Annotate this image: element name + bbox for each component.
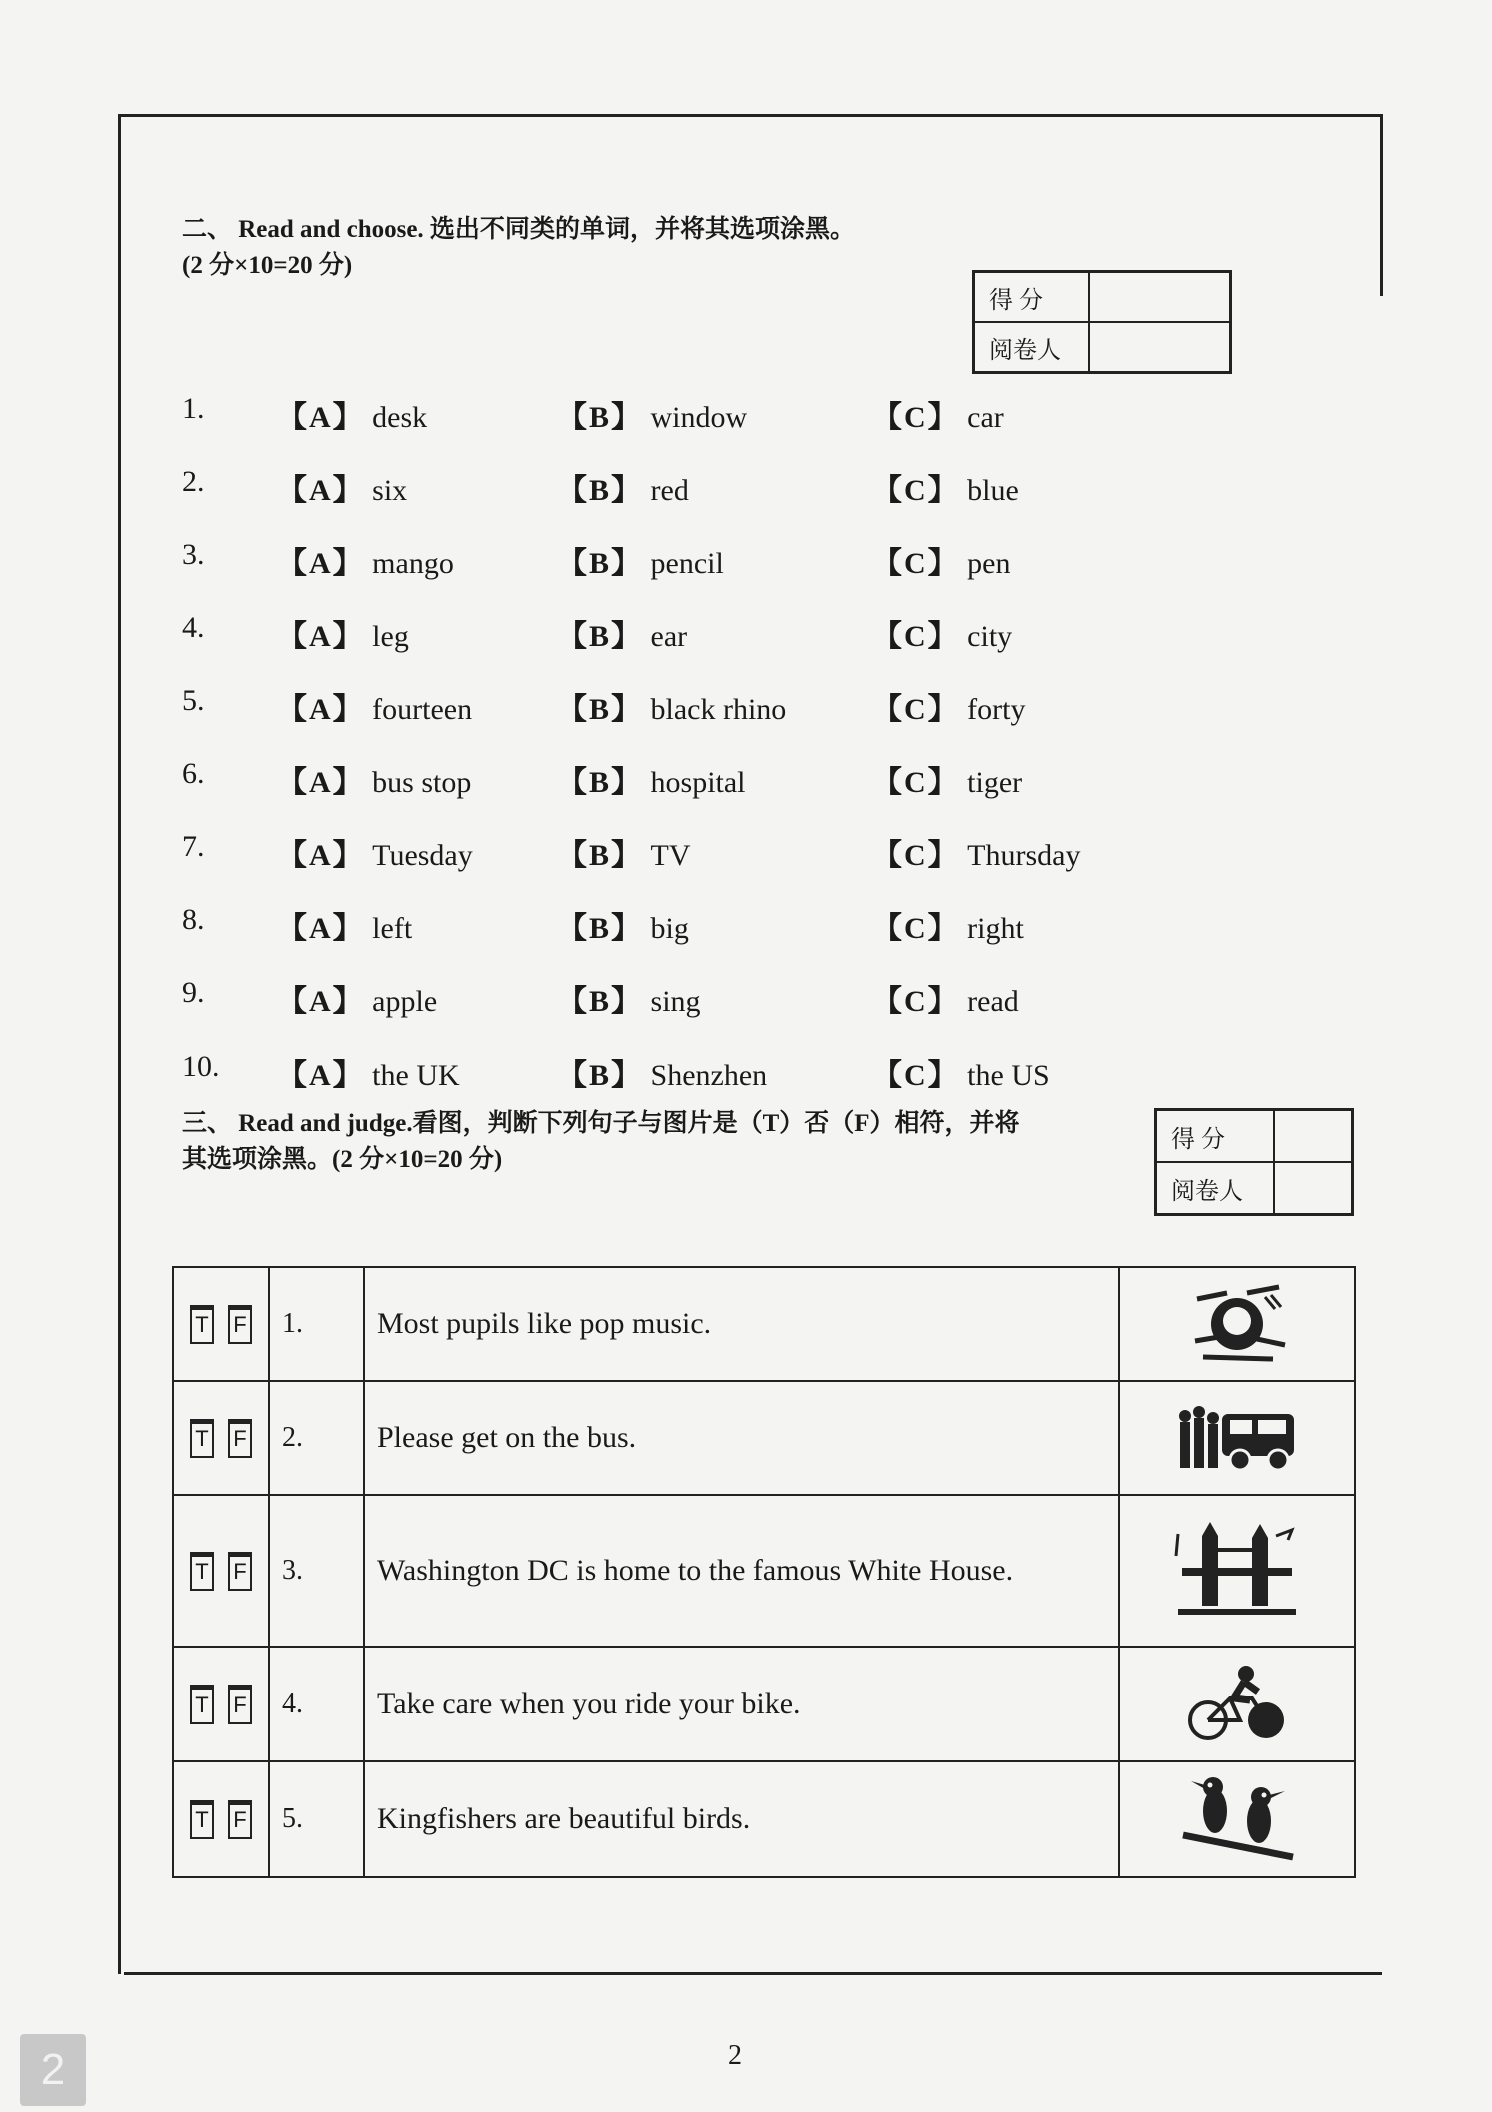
question-row-3 xyxy=(182,538,1082,588)
option-text: blue xyxy=(967,474,1019,507)
option-tag: 【B】 xyxy=(557,985,644,1018)
option-text: pencil xyxy=(650,547,724,580)
option-c[interactable] xyxy=(872,611,1012,655)
option-tag: 【B】 xyxy=(557,693,644,726)
option-b[interactable] xyxy=(557,903,689,947)
option-text: Tuesday xyxy=(372,839,473,872)
option-tag: 【C】 xyxy=(872,839,960,872)
option-b[interactable] xyxy=(557,757,746,801)
item-sentence: Kingfishers are beautiful birds. xyxy=(364,1761,1119,1877)
option-c[interactable] xyxy=(872,465,1019,509)
section-2-title xyxy=(182,212,1082,284)
score-label: 得 分 xyxy=(1156,1110,1274,1162)
option-a[interactable] xyxy=(277,903,412,947)
score-value-field xyxy=(1089,272,1230,322)
option-text: tiger xyxy=(967,766,1023,799)
option-text: left xyxy=(372,912,413,945)
option-text: the UK xyxy=(372,1059,460,1092)
option-c[interactable] xyxy=(872,830,1080,874)
option-text: right xyxy=(967,912,1024,945)
question-number: 9. xyxy=(182,976,205,1009)
option-text: pen xyxy=(967,547,1011,580)
option-text: TV xyxy=(650,839,691,872)
option-text: hospital xyxy=(650,766,746,799)
question-row-7 xyxy=(182,830,1082,880)
option-tag: 【A】 xyxy=(277,474,365,507)
item-picture xyxy=(1119,1495,1355,1647)
option-text: forty xyxy=(967,693,1026,726)
option-a[interactable] xyxy=(277,976,437,1020)
question-number: 8. xyxy=(182,903,205,936)
judge-table xyxy=(172,1266,1356,1878)
grader-value-field xyxy=(1089,322,1230,372)
option-b[interactable] xyxy=(557,392,747,436)
table-row xyxy=(173,1647,1355,1761)
option-b[interactable] xyxy=(557,611,687,655)
true-option[interactable]: T xyxy=(190,1419,214,1458)
option-text: read xyxy=(967,985,1019,1018)
option-text: red xyxy=(650,474,689,507)
option-tag: 【A】 xyxy=(277,1059,365,1092)
question-number: 4. xyxy=(182,611,205,644)
tf-choice xyxy=(173,1647,269,1761)
option-b[interactable] xyxy=(557,1050,767,1094)
option-b[interactable] xyxy=(557,538,724,582)
item-picture xyxy=(1119,1647,1355,1761)
score-value-field xyxy=(1274,1110,1352,1162)
question-number: 2. xyxy=(182,465,205,498)
option-tag: 【B】 xyxy=(557,401,644,434)
option-tag: 【B】 xyxy=(557,620,644,653)
page-frame-top xyxy=(118,114,1382,117)
option-text: six xyxy=(372,474,408,507)
option-text: window xyxy=(650,401,748,434)
question-row-8 xyxy=(182,903,1082,953)
question-row-5 xyxy=(182,684,1082,734)
option-c[interactable] xyxy=(872,538,1011,582)
false-option[interactable]: F xyxy=(228,1552,252,1591)
item-sentence: Take care when you ride your bike. xyxy=(364,1647,1119,1761)
grader-label: 阅卷人 xyxy=(1156,1162,1274,1214)
tf-choice xyxy=(173,1381,269,1495)
question-row-1 xyxy=(182,392,1082,442)
item-number: 1. xyxy=(269,1267,364,1381)
item-picture xyxy=(1119,1381,1355,1495)
option-tag: 【A】 xyxy=(277,693,365,726)
option-a[interactable] xyxy=(277,392,427,436)
question-number: 3. xyxy=(182,538,205,571)
question-number: 7. xyxy=(182,830,205,863)
option-tag: 【C】 xyxy=(872,693,960,726)
option-tag: 【A】 xyxy=(277,912,365,945)
option-b[interactable] xyxy=(557,976,701,1020)
option-tag: 【B】 xyxy=(557,839,644,872)
true-option[interactable]: T xyxy=(190,1800,214,1839)
question-row-6 xyxy=(182,757,1082,807)
table-row xyxy=(173,1267,1355,1381)
option-b[interactable] xyxy=(557,684,786,728)
page-frame-bottom xyxy=(124,1972,1382,1975)
option-c[interactable] xyxy=(872,757,1022,801)
item-picture xyxy=(1119,1267,1355,1381)
option-a[interactable] xyxy=(277,465,407,509)
option-a[interactable] xyxy=(277,1050,460,1094)
item-number: 3. xyxy=(269,1495,364,1647)
option-a[interactable] xyxy=(277,538,454,582)
option-tag: 【A】 xyxy=(277,620,365,653)
option-tag: 【B】 xyxy=(557,547,644,580)
option-tag: 【B】 xyxy=(557,766,644,799)
tf-choice xyxy=(173,1761,269,1877)
table-row xyxy=(173,1495,1355,1647)
score-box-section-2 xyxy=(972,270,1232,374)
option-text: black rhino xyxy=(650,693,787,726)
option-tag: 【C】 xyxy=(872,766,960,799)
score-box-section-3 xyxy=(1154,1108,1354,1216)
item-sentence: Washington DC is home to the famous White House. xyxy=(364,1495,1119,1647)
grader-value-field xyxy=(1274,1162,1352,1214)
option-tag: 【B】 xyxy=(557,474,644,507)
section-3-heading: 三、 Read and judge.看图，判断下列句子与图片是（T）否（F）相符，并将 xyxy=(182,1110,1020,1137)
option-tag: 【A】 xyxy=(277,401,365,434)
tower-bridge-icon xyxy=(1172,1516,1302,1626)
option-text: sing xyxy=(650,985,701,1018)
section-2-heading: 二、 Read and choose. 选出不同类的单词，并将其选项涂黑。 xyxy=(182,216,855,243)
item-number: 2. xyxy=(269,1381,364,1495)
option-text: the US xyxy=(967,1059,1050,1092)
option-c[interactable] xyxy=(872,976,1019,1020)
option-text: city xyxy=(967,620,1013,653)
score-label: 得 分 xyxy=(974,272,1089,322)
option-tag: 【C】 xyxy=(872,912,960,945)
cyclist-icon xyxy=(1182,1664,1292,1744)
option-a[interactable] xyxy=(277,684,472,728)
bus-icon xyxy=(1172,1398,1302,1478)
page-number: 2 xyxy=(728,2040,742,2071)
item-number: 4. xyxy=(269,1647,364,1761)
option-b[interactable] xyxy=(557,465,689,509)
option-text: Shenzhen xyxy=(650,1059,768,1092)
tf-choice xyxy=(173,1267,269,1381)
option-b[interactable] xyxy=(557,830,691,874)
section-3-instructions: 其选项涂黑。(2 分×10=20 分) xyxy=(182,1146,503,1173)
option-text: fourteen xyxy=(372,693,473,726)
option-tag: 【A】 xyxy=(277,766,365,799)
question-number: 6. xyxy=(182,757,205,790)
grader-label: 阅卷人 xyxy=(974,322,1089,372)
option-tag: 【C】 xyxy=(872,474,960,507)
table-row xyxy=(173,1381,1355,1495)
option-text: bus stop xyxy=(372,766,472,799)
option-text: car xyxy=(967,401,1004,434)
question-row-10 xyxy=(182,1050,1082,1100)
option-tag: 【C】 xyxy=(872,620,960,653)
option-c[interactable] xyxy=(872,392,1004,436)
true-option[interactable]: T xyxy=(190,1552,214,1591)
question-number: 5. xyxy=(182,684,205,717)
option-tag: 【C】 xyxy=(872,1059,960,1092)
option-tag: 【C】 xyxy=(872,985,960,1018)
item-number: 5. xyxy=(269,1761,364,1877)
option-text: big xyxy=(650,912,689,945)
option-tag: 【A】 xyxy=(277,839,365,872)
item-picture xyxy=(1119,1761,1355,1877)
false-option[interactable]: F xyxy=(228,1685,252,1724)
option-c[interactable] xyxy=(872,903,1024,947)
false-option[interactable]: F xyxy=(228,1305,252,1344)
page-frame-right xyxy=(1380,114,1383,296)
option-tag: 【A】 xyxy=(277,985,365,1018)
question-row-9 xyxy=(182,976,1082,1026)
option-tag: 【A】 xyxy=(277,547,365,580)
question-row-2 xyxy=(182,465,1082,515)
option-tag: 【B】 xyxy=(557,912,644,945)
table-row xyxy=(173,1761,1355,1877)
option-text: ear xyxy=(650,620,688,653)
option-text: leg xyxy=(372,620,409,653)
option-a[interactable] xyxy=(277,757,471,801)
true-option[interactable]: T xyxy=(190,1685,214,1724)
item-sentence: Most pupils like pop music. xyxy=(364,1267,1119,1381)
option-text: Thursday xyxy=(967,839,1081,872)
section-2-points: (2 分×10=20 分) xyxy=(182,252,353,279)
option-text: desk xyxy=(372,401,428,434)
music-dancer-icon xyxy=(1177,1279,1297,1369)
option-c[interactable] xyxy=(872,1050,1050,1094)
page-badge: 2 xyxy=(20,2034,86,2106)
option-tag: 【C】 xyxy=(872,401,960,434)
tf-choice xyxy=(173,1495,269,1647)
question-row-4 xyxy=(182,611,1082,661)
true-option[interactable]: T xyxy=(190,1305,214,1344)
question-number: 1. xyxy=(182,392,205,425)
section-3-title xyxy=(182,1106,1142,1178)
false-option[interactable]: F xyxy=(228,1800,252,1839)
item-sentence: Please get on the bus. xyxy=(364,1381,1119,1495)
question-number: 10. xyxy=(182,1050,220,1083)
page-frame-left xyxy=(118,114,121,1974)
birds-icon xyxy=(1177,1771,1297,1867)
option-a[interactable] xyxy=(277,830,473,874)
option-a[interactable] xyxy=(277,611,409,655)
option-tag: 【C】 xyxy=(872,547,960,580)
false-option[interactable]: F xyxy=(228,1419,252,1458)
option-text: mango xyxy=(372,547,454,580)
option-tag: 【B】 xyxy=(557,1059,644,1092)
option-text: apple xyxy=(372,985,438,1018)
option-c[interactable] xyxy=(872,684,1026,728)
